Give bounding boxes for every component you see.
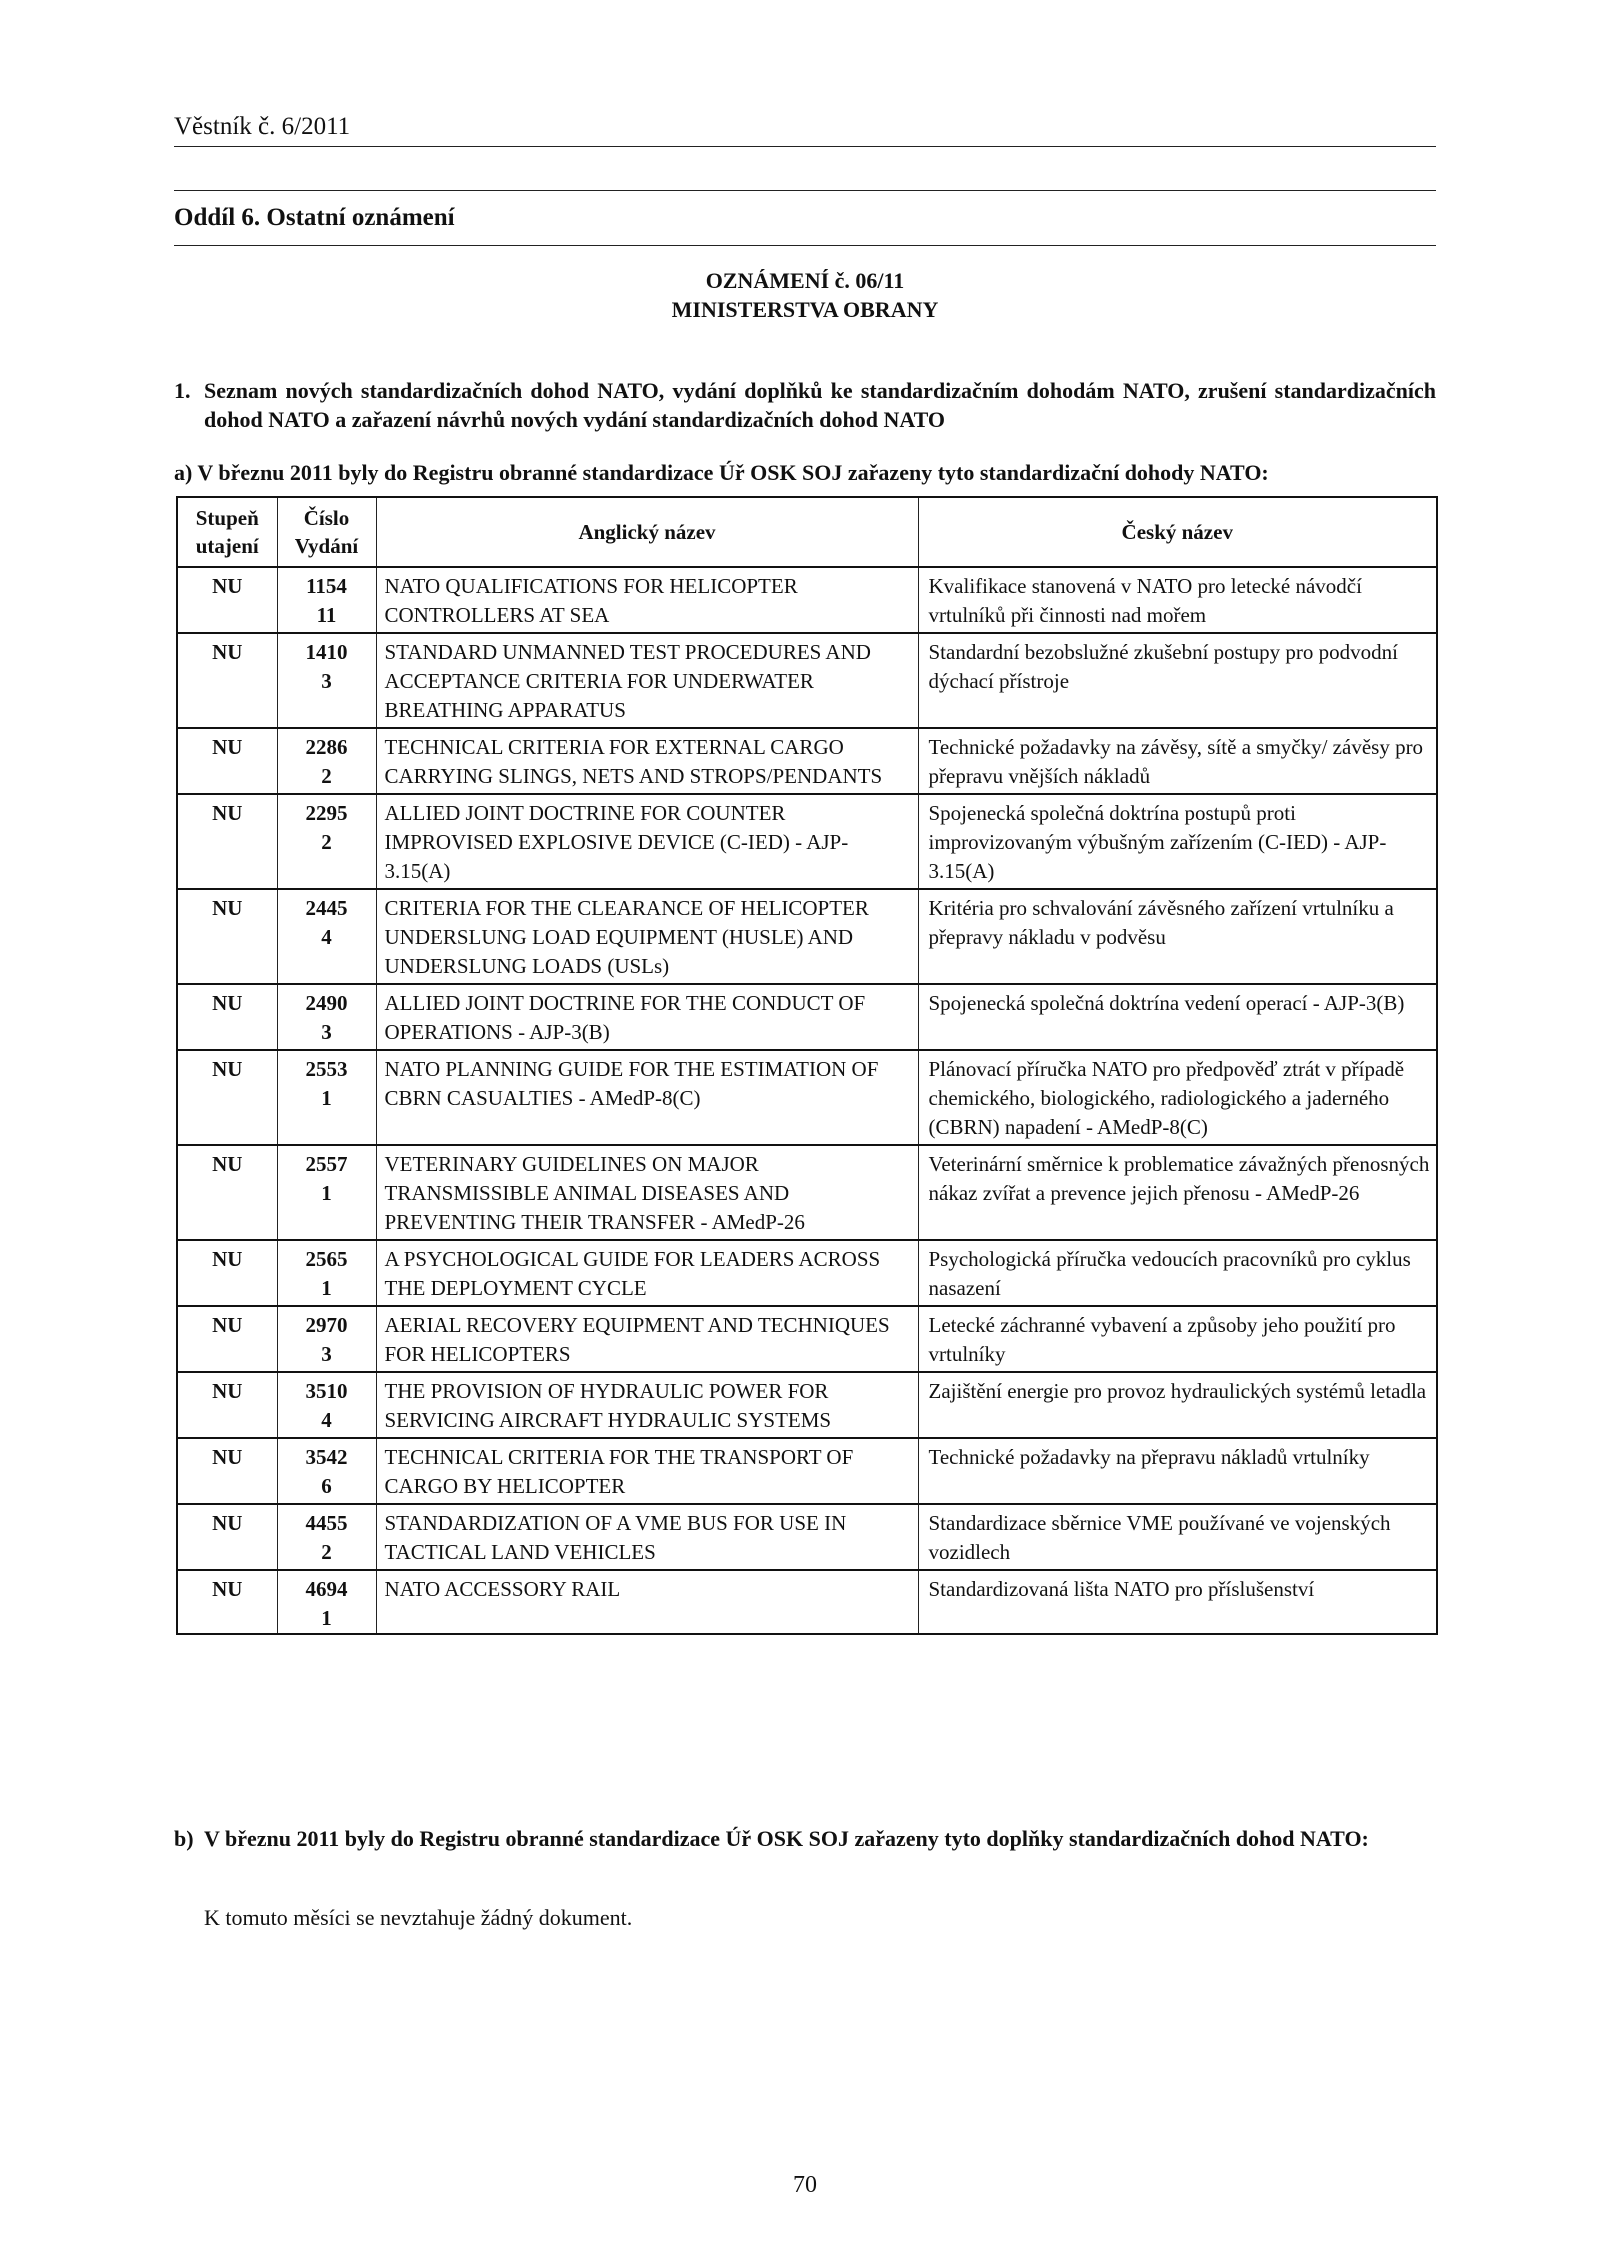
header-classification: Stupeň utajení <box>177 497 277 567</box>
czech-title-cell: Standardizovaná lišta NATO pro příslušenství <box>918 1570 1437 1634</box>
stanag-number-cell <box>277 1438 376 1504</box>
stanag-number-cell <box>277 633 376 728</box>
stanag-number-cell <box>277 1372 376 1438</box>
czech-title-cell: Standardizace sběrnice VME používané ve vojenských vozidlech <box>918 1504 1437 1570</box>
stanag-table <box>176 496 1438 1635</box>
english-title-cell: VETERINARY GUIDELINES ON MAJOR TRANSMISSIBLE ANIMAL DISEASES AND PREVENTING THEIR TRANSFER - AMedP-26 <box>376 1145 918 1240</box>
table-row <box>177 889 1437 984</box>
english-title-cell: AERIAL RECOVERY EQUIPMENT AND TECHNIQUES FOR HELICOPTERS <box>376 1306 918 1372</box>
english-title-cell: STANDARDIZATION OF A VME BUS FOR USE IN TACTICAL LAND VEHICLES <box>376 1504 918 1570</box>
stanag-number: 3510 <box>305 1379 348 1403</box>
classification-cell: NU <box>177 1438 277 1504</box>
edition-number: 2 <box>321 830 332 854</box>
table-row <box>177 1145 1437 1240</box>
czech-title-cell: Kritéria pro schvalování závěsného zařízení vrtulníku a přepravy nákladu v podvěsu <box>918 889 1437 984</box>
table-row <box>177 1570 1437 1634</box>
stanag-number-cell <box>277 728 376 794</box>
stanag-number-cell <box>277 1145 376 1240</box>
english-title-cell: A PSYCHOLOGICAL GUIDE FOR LEADERS ACROSS THE DEPLOYMENT CYCLE <box>376 1240 918 1306</box>
czech-title-cell: Kvalifikace stanovená v NATO pro letecké návodčí vrtulníků při činnosti nad mořem <box>918 567 1437 633</box>
document-page <box>174 0 1436 2263</box>
english-title-cell: NATO PLANNING GUIDE FOR THE ESTIMATION OF CBRN CASUALTIES - AMedP-8(C) <box>376 1050 918 1145</box>
czech-title-cell: Zajištění energie pro provoz hydraulických systémů letadla <box>918 1372 1437 1438</box>
notice-heading <box>174 266 1436 324</box>
classification-cell: NU <box>177 1570 277 1634</box>
notice-title: OZNÁMENÍ č. 06/11 <box>705 268 905 293</box>
english-title-cell: TECHNICAL CRITERIA FOR THE TRANSPORT OF CARGO BY HELICOPTER <box>376 1438 918 1504</box>
stanag-number-cell <box>277 567 376 633</box>
table-row <box>177 633 1437 728</box>
stanag-number: 2970 <box>305 1313 348 1337</box>
edition-number: 3 <box>321 669 332 693</box>
page-number: 70 <box>793 2172 817 2198</box>
stanag-number: 4694 <box>305 1577 348 1601</box>
subsection-b-note: K tomuto měsíci se nevztahuje žádný dokument. <box>204 1905 633 1930</box>
table-row <box>177 1050 1437 1145</box>
stanag-number: 3542 <box>305 1445 348 1469</box>
classification-cell: NU <box>177 1372 277 1438</box>
classification-cell: NU <box>177 1050 277 1145</box>
subsection-a-heading: a) V březnu 2011 byly do Registru obranné standardizace Úř OSK SOJ zařazeny tyto standardizační dohody NATO: <box>174 460 1269 485</box>
table-row <box>177 984 1437 1050</box>
stanag-number: 2490 <box>305 991 348 1015</box>
edition-number: 11 <box>316 603 337 627</box>
classification-cell: NU <box>177 567 277 633</box>
stanag-number: 2286 <box>305 735 348 759</box>
edition-number: 3 <box>321 1020 332 1044</box>
stanag-number-cell <box>277 984 376 1050</box>
stanag-number: 2295 <box>305 801 348 825</box>
edition-number: 4 <box>321 925 332 949</box>
english-title-cell: NATO QUALIFICATIONS FOR HELICOPTER CONTROLLERS AT SEA <box>376 567 918 633</box>
classification-cell: NU <box>177 984 277 1050</box>
czech-title-cell: Standardní bezobslužné zkušební postupy pro podvodní dýchací přístroje <box>918 633 1437 728</box>
subsection-b-heading <box>174 1824 1436 1853</box>
edition-number: 2 <box>321 1540 332 1564</box>
stanag-number: 1154 <box>306 574 347 598</box>
stanag-number: 4455 <box>305 1511 348 1535</box>
edition-number: 2 <box>321 764 332 788</box>
table-header-row <box>177 497 1437 567</box>
edition-number: 1 <box>321 1086 332 1110</box>
edition-number: 1 <box>321 1606 332 1630</box>
english-title-cell: STANDARD UNMANNED TEST PROCEDURES AND ACCEPTANCE CRITERIA FOR UNDERWATER BREATHING APPARATUS <box>376 633 918 728</box>
stanag-number-cell <box>277 1504 376 1570</box>
stanag-number-cell <box>277 1050 376 1145</box>
stanag-number: 2565 <box>305 1247 348 1271</box>
czech-title-cell: Veterinární směrnice k problematice závažných přenosných nákaz zvířat a prevence jejich přenosu - AMedP-26 <box>918 1145 1437 1240</box>
classification-cell: NU <box>177 1504 277 1570</box>
edition-number: 6 <box>321 1474 332 1498</box>
classification-cell: NU <box>177 794 277 889</box>
stanag-number-cell <box>277 1306 376 1372</box>
english-title-cell: CRITERIA FOR THE CLEARANCE OF HELICOPTER UNDERSLUNG LOAD EQUIPMENT (HUSLE) AND UNDERSLUNG LOADS (USLs) <box>376 889 918 984</box>
classification-cell: NU <box>177 889 277 984</box>
czech-title-cell: Spojenecká společná doktrína postupů proti improvizovaným výbušným zařízením (C-IED) - AJP-3.15(A) <box>918 794 1437 889</box>
classification-cell: NU <box>177 633 277 728</box>
classification-cell: NU <box>177 1145 277 1240</box>
header-number: Číslo Vydání <box>277 497 376 567</box>
edition-number: 3 <box>321 1342 332 1366</box>
classification-cell: NU <box>177 728 277 794</box>
table-body <box>177 567 1437 1634</box>
table-row <box>177 1306 1437 1372</box>
edition-number: 1 <box>321 1181 332 1205</box>
stanag-number-cell <box>277 889 376 984</box>
stanag-number-cell <box>277 1240 376 1306</box>
table-row <box>177 567 1437 633</box>
czech-title-cell: Technické požadavky na závěsy, sítě a smyčky/ závěsy pro přepravu vnějších nákladů <box>918 728 1437 794</box>
stanag-number-cell <box>277 794 376 889</box>
item-1-text: Seznam nových standardizačních dohod NATO, vydání doplňků ke standardizačním dohodám NATO, zrušení standardizačních dohod NATO a zařazení návrhů nových vydání standardizačních dohod NATO <box>204 378 1436 432</box>
table-row <box>177 728 1437 794</box>
czech-title-cell: Plánovací příručka NATO pro předpověď ztrát v případě chemického, biologického, radiologického a jaderného (CBRN) napadení - AMedP-8(C) <box>918 1050 1437 1145</box>
running-header: Věstník č. 6/2011 <box>174 112 1436 147</box>
stanag-number: 1410 <box>305 640 348 664</box>
english-title-cell: ALLIED JOINT DOCTRINE FOR COUNTER IMPROVISED EXPLOSIVE DEVICE (C-IED) - AJP-3.15(A) <box>376 794 918 889</box>
edition-number: 1 <box>321 1276 332 1300</box>
english-title-cell: THE PROVISION OF HYDRAULIC POWER FOR SERVICING AIRCRAFT HYDRAULIC SYSTEMS <box>376 1372 918 1438</box>
subsection-b-label: b) <box>174 1826 194 1851</box>
stanag-number: 2445 <box>305 896 348 920</box>
czech-title-cell: Psychologická příručka vedoucích pracovníků pro cyklus nasazení <box>918 1240 1437 1306</box>
edition-number: 4 <box>321 1408 332 1432</box>
stanag-number: 2557 <box>305 1152 348 1176</box>
item-1-number: 1. <box>174 378 191 403</box>
classification-cell: NU <box>177 1240 277 1306</box>
czech-title-cell: Technické požadavky na přepravu nákladů vrtulníky <box>918 1438 1437 1504</box>
czech-title-cell: Spojenecká společná doktrína vedení operací - AJP-3(B) <box>918 984 1437 1050</box>
notice-issuer: MINISTERSTVA OBRANY <box>671 297 939 322</box>
header-czech-title: Český název <box>918 497 1437 567</box>
english-title-cell: TECHNICAL CRITERIA FOR EXTERNAL CARGO CARRYING SLINGS, NETS AND STROPS/PENDANTS <box>376 728 918 794</box>
classification-cell: NU <box>177 1306 277 1372</box>
table-row <box>177 1372 1437 1438</box>
stanag-number-cell <box>277 1570 376 1634</box>
english-title-cell: NATO ACCESSORY RAIL <box>376 1570 918 1634</box>
header-english-title: Anglický název <box>376 497 918 567</box>
subsection-b-text: V březnu 2011 byly do Registru obranné standardizace Úř OSK SOJ zařazeny tyto doplňky standardizačních dohod NATO: <box>204 1826 1369 1851</box>
english-title-cell: ALLIED JOINT DOCTRINE FOR THE CONDUCT OF OPERATIONS - AJP-3(B) <box>376 984 918 1050</box>
table-row <box>177 1438 1437 1504</box>
table-row <box>177 1504 1437 1570</box>
stanag-number: 2553 <box>305 1057 348 1081</box>
table-row <box>177 794 1437 889</box>
section-title: Oddíl 6. Ostatní oznámení <box>174 190 1436 246</box>
table-row <box>177 1240 1437 1306</box>
czech-title-cell: Letecké záchranné vybavení a způsoby jeho použití pro vrtulníky <box>918 1306 1437 1372</box>
item-1-heading <box>174 376 1436 434</box>
